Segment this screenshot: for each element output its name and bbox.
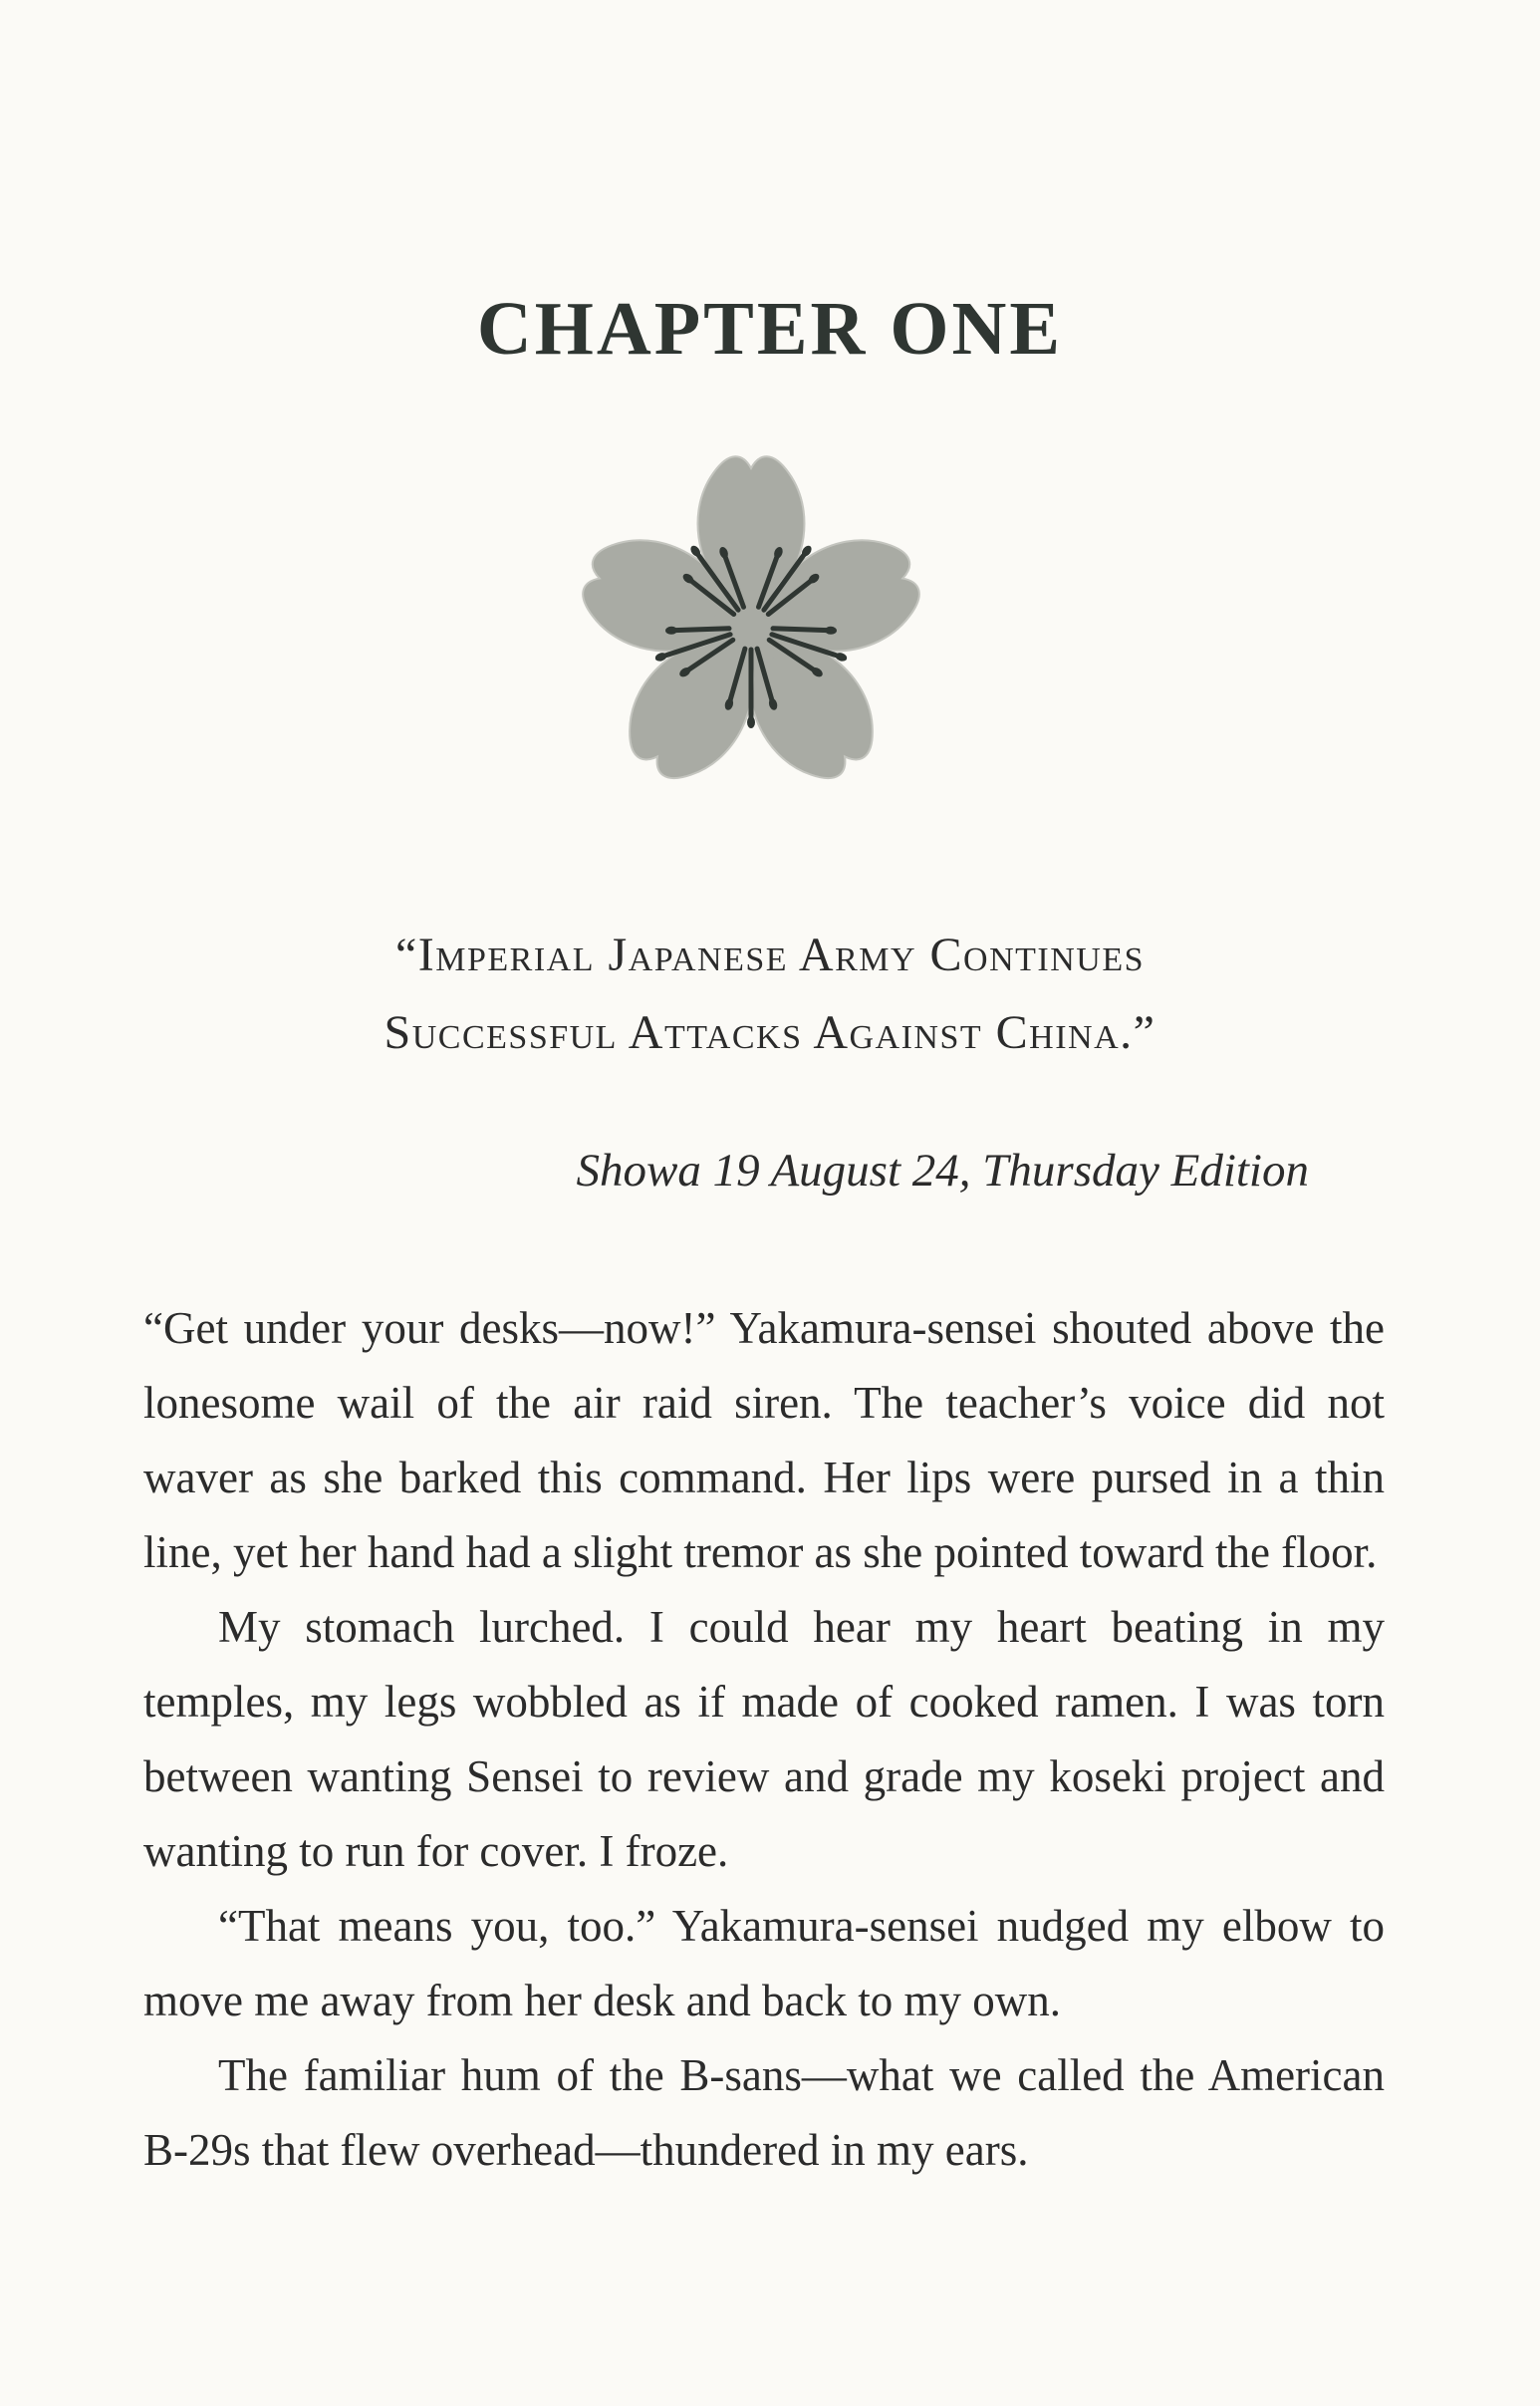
cherry-blossom-icon	[567, 438, 935, 817]
stamen-filament	[671, 629, 729, 631]
headline-line: “Imperial Japanese Army Continues	[394, 929, 1146, 981]
stamen-anther	[747, 716, 755, 728]
dateline: Showa 19 August 24, Thursday Edition	[576, 1145, 1309, 1197]
paragraph: “Get under your desks—now!” Yakamura-sensei shouted above the lonesome wail of the air raid siren. The teacher’s voice did not waver as she barked this command. Her lips were pursed in a thin line, yet her hand had a slight tremor as she pointed toward the floor.	[143, 1303, 1385, 1577]
chapter-body	[143, 1291, 1385, 2188]
newspaper-headline	[0, 917, 1540, 1072]
chapter-title: CHAPTER ONE	[476, 287, 1064, 371]
paragraph: “That means you, too.” Yakamura-sensei nudged my elbow to move me away from her desk and back to my own.	[143, 1901, 1385, 2025]
paragraph: The familiar hum of the B-sans—what we called the American B-29s that flew overhead—thundered in my ears.	[143, 2050, 1385, 2175]
stamen-filament	[773, 629, 831, 631]
blossom-petals	[572, 456, 930, 797]
headline-line: Successful Attacks Against China.”	[384, 1006, 1156, 1059]
paragraph: My stomach lurched. I could hear my heart beating in my temples, my legs wobbled as if made of cooked ramen. I was torn between wanting Sensei to review and grade my koseki project and wanting to run for cover. I froze.	[143, 1602, 1385, 1876]
